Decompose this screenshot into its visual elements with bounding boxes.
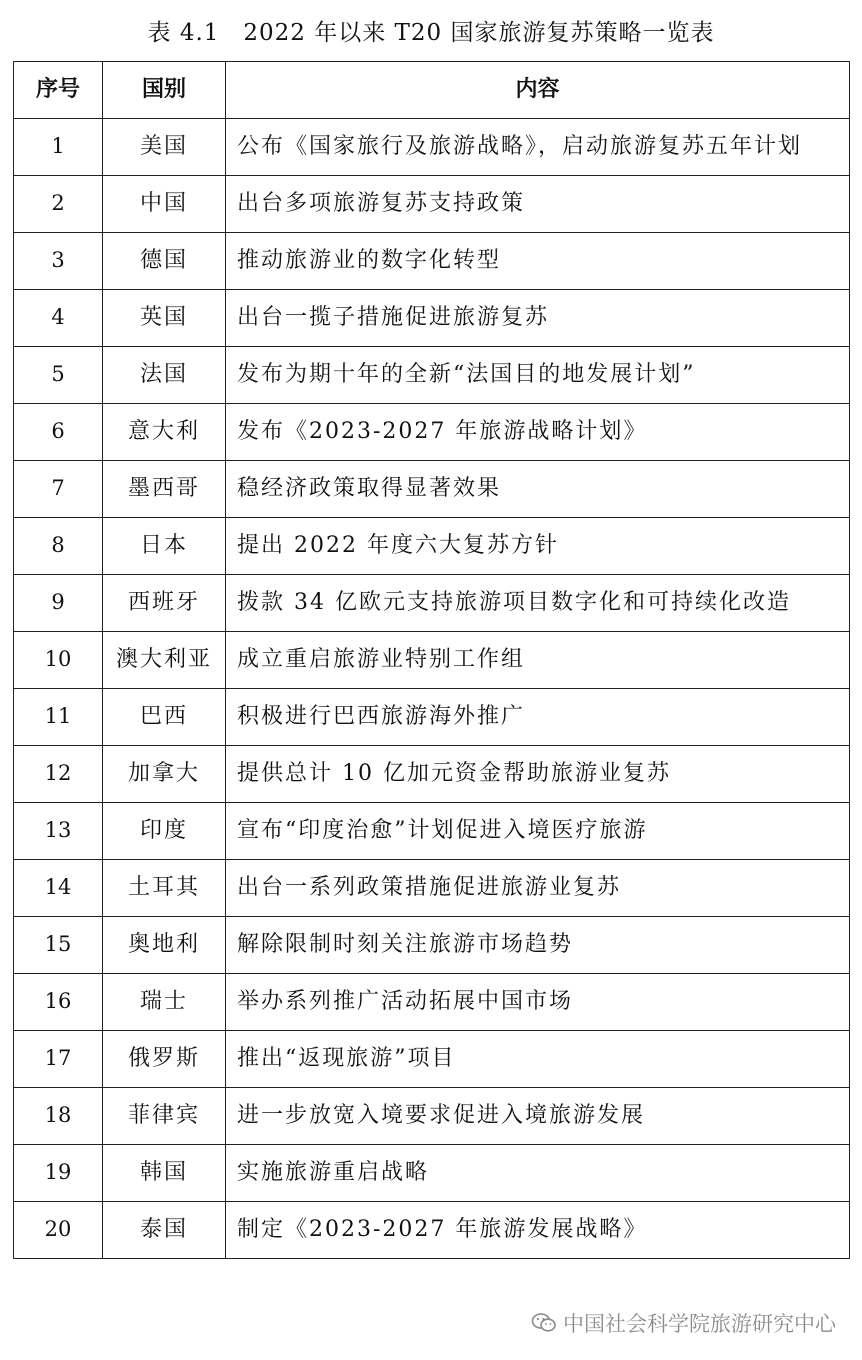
row-content: 发布《2023-2027 年旅游战略计划》 [226, 404, 850, 461]
header-country: 国别 [103, 62, 226, 119]
row-country: 英国 [103, 290, 226, 347]
row-country: 法国 [103, 347, 226, 404]
header-num: 序号 [14, 62, 103, 119]
table-header-row [14, 62, 850, 119]
row-content: 成立重启旅游业特别工作组 [226, 632, 850, 689]
row-content: 举办系列推广活动拓展中国市场 [226, 974, 850, 1031]
table-row [14, 860, 850, 917]
row-number: 3 [14, 233, 103, 290]
row-number: 17 [14, 1031, 103, 1088]
table-row [14, 632, 850, 689]
table-row [14, 233, 850, 290]
table-row [14, 119, 850, 176]
row-content: 提出 2022 年度六大复苏方针 [226, 518, 850, 575]
row-number: 1 [14, 119, 103, 176]
row-number: 16 [14, 974, 103, 1031]
table-row [14, 1145, 850, 1202]
row-number: 13 [14, 803, 103, 860]
row-content: 发布为期十年的全新“法国目的地发展计划” [226, 347, 850, 404]
row-number: 6 [14, 404, 103, 461]
row-number: 4 [14, 290, 103, 347]
table-row [14, 974, 850, 1031]
row-country: 巴西 [103, 689, 226, 746]
table-row [14, 1202, 850, 1259]
row-content: 实施旅游重启战略 [226, 1145, 850, 1202]
table-row [14, 404, 850, 461]
row-number: 12 [14, 746, 103, 803]
row-country: 奥地利 [103, 917, 226, 974]
row-country: 西班牙 [103, 575, 226, 632]
table-row [14, 803, 850, 860]
row-country: 泰国 [103, 1202, 226, 1259]
row-number: 15 [14, 917, 103, 974]
strategy-table [13, 61, 850, 1259]
table-row [14, 347, 850, 404]
table-row [14, 746, 850, 803]
table-row [14, 461, 850, 518]
table-caption: 表 4.1 2022 年以来 T20 国家旅游复苏策略一览表 [147, 20, 715, 46]
row-country: 印度 [103, 803, 226, 860]
row-number: 20 [14, 1202, 103, 1259]
row-country: 韩国 [103, 1145, 226, 1202]
row-content: 稳经济政策取得显著效果 [226, 461, 850, 518]
header-content: 内容 [226, 62, 850, 119]
row-content: 出台一系列政策措施促进旅游业复苏 [226, 860, 850, 917]
row-content: 提供总计 10 亿加元资金帮助旅游业复苏 [226, 746, 850, 803]
row-content: 公布《国家旅行及旅游战略》，启动旅游复苏五年计划 [226, 119, 850, 176]
row-country: 德国 [103, 233, 226, 290]
row-number: 18 [14, 1088, 103, 1145]
row-country: 墨西哥 [103, 461, 226, 518]
row-country: 菲律宾 [103, 1088, 226, 1145]
table-row [14, 518, 850, 575]
row-number: 11 [14, 689, 103, 746]
table-row [14, 575, 850, 632]
row-country: 意大利 [103, 404, 226, 461]
row-content: 拨款 34 亿欧元支持旅游项目数字化和可持续化改造 [226, 575, 850, 632]
row-content: 宣布“印度治愈”计划促进入境医疗旅游 [226, 803, 850, 860]
row-number: 8 [14, 518, 103, 575]
table-row [14, 176, 850, 233]
row-content: 出台一揽子措施促进旅游复苏 [226, 290, 850, 347]
table-row [14, 917, 850, 974]
row-number: 9 [14, 575, 103, 632]
wechat-icon [531, 1312, 557, 1334]
table-body [14, 119, 850, 1259]
row-content: 制定《2023-2027 年旅游发展战略》 [226, 1202, 850, 1259]
row-number: 14 [14, 860, 103, 917]
row-country: 土耳其 [103, 860, 226, 917]
row-content: 推出“返现旅游”项目 [226, 1031, 850, 1088]
row-number: 10 [14, 632, 103, 689]
row-content: 进一步放宽入境要求促进入境旅游发展 [226, 1088, 850, 1145]
row-country: 日本 [103, 518, 226, 575]
row-content: 解除限制时刻关注旅游市场趋势 [226, 917, 850, 974]
table-row [14, 1031, 850, 1088]
row-content: 出台多项旅游复苏支持政策 [226, 176, 850, 233]
row-content: 积极进行巴西旅游海外推广 [226, 689, 850, 746]
watermark [531, 1308, 836, 1338]
row-number: 19 [14, 1145, 103, 1202]
row-country: 美国 [103, 119, 226, 176]
row-number: 2 [14, 176, 103, 233]
row-country: 中国 [103, 176, 226, 233]
table-row [14, 290, 850, 347]
row-content: 推动旅游业的数字化转型 [226, 233, 850, 290]
row-country: 瑞士 [103, 974, 226, 1031]
row-country: 加拿大 [103, 746, 226, 803]
table-row [14, 1088, 850, 1145]
watermark-text: 中国社会科学院旅游研究中心 [563, 1312, 836, 1336]
row-number: 5 [14, 347, 103, 404]
table-row [14, 689, 850, 746]
row-country: 澳大利亚 [103, 632, 226, 689]
row-country: 俄罗斯 [103, 1031, 226, 1088]
row-number: 7 [14, 461, 103, 518]
